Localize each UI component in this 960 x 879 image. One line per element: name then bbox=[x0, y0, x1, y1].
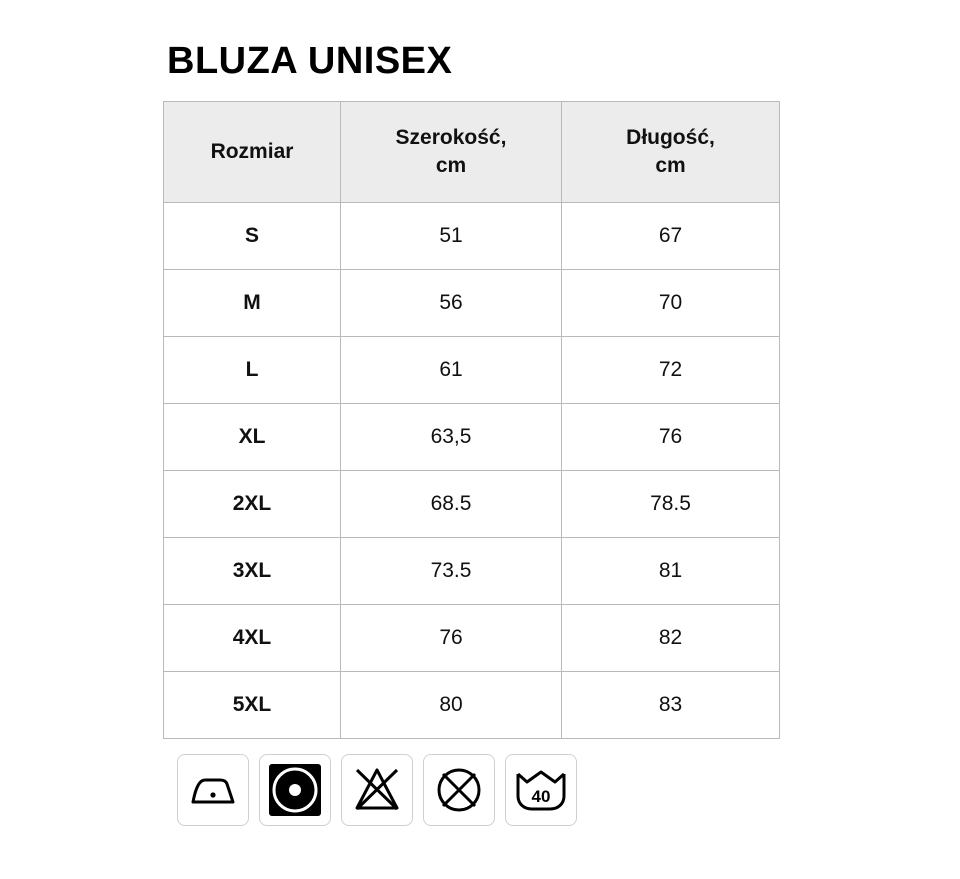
table-row bbox=[164, 471, 780, 538]
table-row bbox=[164, 404, 780, 471]
table-row bbox=[164, 605, 780, 672]
cell-size: L bbox=[164, 337, 341, 404]
care-instructions-row bbox=[177, 754, 960, 826]
cell-length: 82 bbox=[562, 605, 780, 672]
column-header-width-line2: cm bbox=[435, 154, 467, 177]
cell-length: 76 bbox=[562, 404, 780, 471]
cell-size: 5XL bbox=[164, 672, 341, 739]
table-row bbox=[164, 203, 780, 270]
cell-size: 4XL bbox=[164, 605, 341, 672]
table-row bbox=[164, 538, 780, 605]
column-header-length-line1: Długość, bbox=[626, 125, 715, 149]
cell-size: XL bbox=[164, 404, 341, 471]
tumble-dry-normal-icon bbox=[259, 754, 331, 826]
table-row bbox=[164, 270, 780, 337]
cell-length: 81 bbox=[562, 538, 780, 605]
cell-width: 68.5 bbox=[341, 471, 562, 538]
cell-width: 51 bbox=[341, 203, 562, 270]
cell-width: 61 bbox=[341, 337, 562, 404]
cell-length: 67 bbox=[562, 203, 780, 270]
table-row bbox=[164, 337, 780, 404]
table-header-row bbox=[164, 102, 780, 203]
cell-size: 2XL bbox=[164, 471, 341, 538]
cell-width: 73.5 bbox=[341, 538, 562, 605]
column-header-width bbox=[341, 102, 562, 203]
wash-40-degrees-icon bbox=[505, 754, 577, 826]
cell-size: S bbox=[164, 203, 341, 270]
cell-width: 80 bbox=[341, 672, 562, 739]
cell-length: 83 bbox=[562, 672, 780, 739]
table-row bbox=[164, 672, 780, 739]
do-not-dry-clean-icon bbox=[423, 754, 495, 826]
table-head bbox=[164, 102, 780, 203]
column-header-width-line1: Szerokość, bbox=[395, 125, 507, 149]
page-title: BLUZA UNISEX bbox=[167, 40, 453, 82]
column-header-size: Rozmiar bbox=[164, 102, 341, 203]
cell-width: 56 bbox=[341, 270, 562, 337]
column-header-length bbox=[562, 102, 780, 203]
wash-temperature-label: 40 bbox=[531, 787, 551, 806]
do-not-bleach-icon bbox=[341, 754, 413, 826]
size-table bbox=[163, 101, 780, 739]
cell-length: 70 bbox=[562, 270, 780, 337]
cell-length: 72 bbox=[562, 337, 780, 404]
cell-size: M bbox=[164, 270, 341, 337]
cell-size: 3XL bbox=[164, 538, 341, 605]
cell-width: 63,5 bbox=[341, 404, 562, 471]
cell-width: 76 bbox=[341, 605, 562, 672]
cell-length: 78.5 bbox=[562, 471, 780, 538]
column-header-length-line2: cm bbox=[655, 154, 686, 177]
iron-low-temperature-icon bbox=[177, 754, 249, 826]
table-body bbox=[164, 203, 780, 739]
